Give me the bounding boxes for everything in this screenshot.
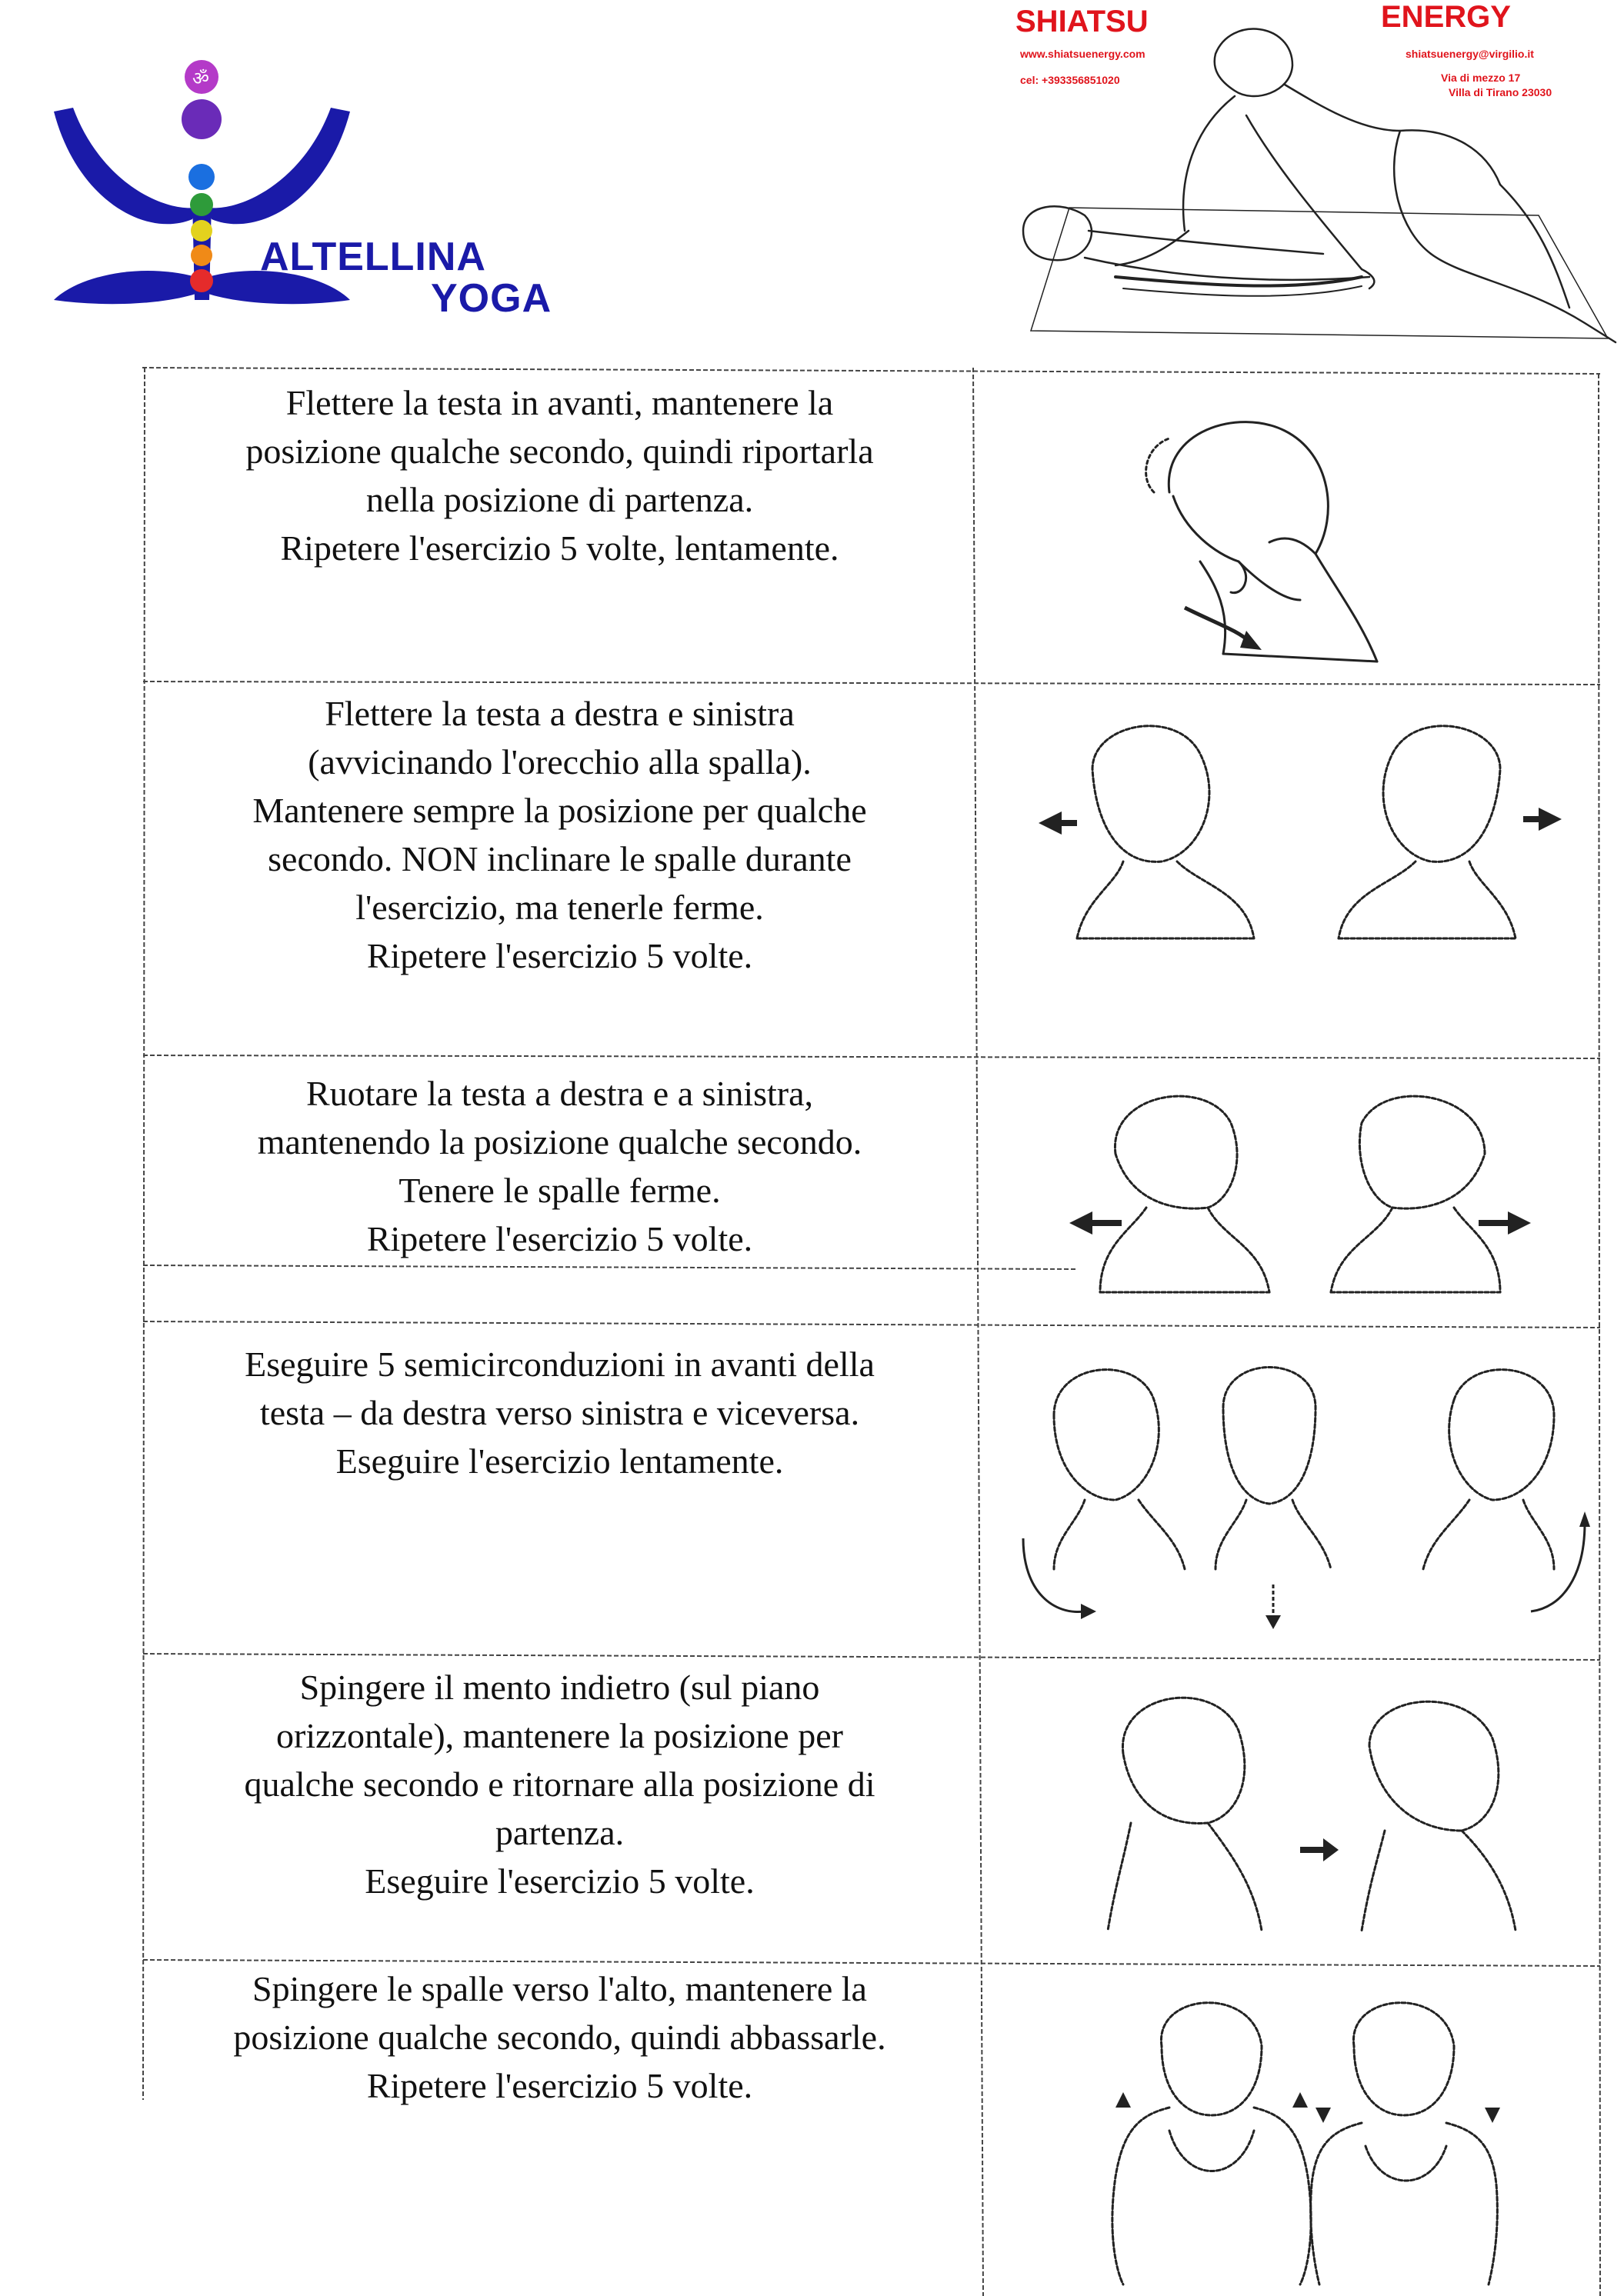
exercise-line: qualche secondo e ritornare alla posizione di <box>244 1764 875 1804</box>
website-link[interactable]: www.shiatsuenergy.com <box>1020 48 1145 60</box>
exercise-line: Ripetere l'esercizio 5 volte. <box>366 936 753 976</box>
exercise-line: posizione qualche secondo, quindi riportarla <box>245 432 874 472</box>
exercise-2-text <box>146 689 973 980</box>
head-rotation-illustration <box>1069 1069 1531 1300</box>
exercise-line: posizione qualche secondo, quindi abbassarle. <box>233 2018 886 2058</box>
phone-number: cel: +393356851020 <box>1020 74 1120 86</box>
shiatsu-energy-header <box>1000 0 1624 362</box>
shoulder-shrug-illustration <box>1092 1977 1523 2292</box>
email-link[interactable]: shiatsuenergy@virgilio.it <box>1406 48 1534 60</box>
logo-word-yoga: YOGA <box>431 276 552 321</box>
exercise-line: Mantenere sempre la posizione per qualche <box>252 791 867 831</box>
svg-text:ॐ: ॐ <box>192 68 209 89</box>
exercise-line: Eseguire l'esercizio 5 volte. <box>365 1861 755 1901</box>
exercise-4-text <box>146 1340 973 1485</box>
exercise-1-text <box>146 378 973 572</box>
exercise-line: orizzontale), mantenere la posizione per <box>276 1716 843 1756</box>
exercise-line: l'esercizio, ma tenerle ferme. <box>355 888 764 928</box>
exercise-line: Eseguire l'esercizio lentamente. <box>335 1441 784 1481</box>
exercise-line: Flettere la testa in avanti, mantenere la <box>285 383 834 422</box>
valtellina-yoga-logo <box>46 46 600 321</box>
exercise-line: Tenere le spalle ferme. <box>398 1171 721 1211</box>
exercise-line: Ripetere l'esercizio 5 volte, lentamente. <box>280 528 839 568</box>
address-line-2: Villa di Tirano 23030 <box>1449 86 1552 98</box>
exercise-3-text <box>146 1069 973 1263</box>
chakra-heart <box>190 193 213 216</box>
exercise-line: Spingere il mento indietro (sul piano <box>299 1668 820 1707</box>
exercise-line: nella posizione di partenza. <box>365 480 754 520</box>
logo-word-altellina: ALTELLINA <box>260 235 486 279</box>
exercise-line: mantenendo la posizione qualche secondo. <box>257 1122 862 1162</box>
chin-retraction-illustration <box>1062 1669 1554 1946</box>
chakra-root <box>190 269 213 292</box>
exercise-line: Ripetere l'esercizio 5 volte. <box>366 2066 753 2106</box>
exercise-line: Flettere la testa a destra e sinistra <box>325 694 795 733</box>
chakra-throat <box>188 164 215 190</box>
chakra-sacral <box>191 245 212 266</box>
head-flex-forward-illustration <box>1108 400 1431 677</box>
exercise-line: partenza. <box>495 1813 625 1853</box>
exercise-line: Ruotare la testa a destra e a sinistra, <box>305 1074 814 1113</box>
exercise-line: Spingere le spalle verso l'alto, mantenere la <box>252 1969 867 2008</box>
exercise-line: testa – da destra verso sinistra e viceversa. <box>259 1393 860 1433</box>
exercise-line: Eseguire 5 semicirconduzioni in avanti della <box>245 1345 875 1384</box>
exercise-6-text <box>146 1964 973 2110</box>
exercise-line: secondo. NON inclinare le spalle durante <box>268 839 852 879</box>
energy-word: ENERGY <box>1381 0 1511 34</box>
head-tilt-side-illustration <box>1023 708 1577 946</box>
exercise-5-text <box>146 1663 973 1905</box>
address-line-1: Via di mezzo 17 <box>1441 72 1521 84</box>
head-semicircle-illustration <box>1008 1338 1600 1646</box>
chakra-solar <box>191 220 212 242</box>
shiatsu-word: SHIATSU <box>1015 5 1149 38</box>
exercise-line: Ripetere l'esercizio 5 volte. <box>366 1219 753 1259</box>
chakra-third-eye <box>182 99 222 139</box>
exercise-line: (avvicinando l'orecchio alla spalla). <box>308 742 812 782</box>
